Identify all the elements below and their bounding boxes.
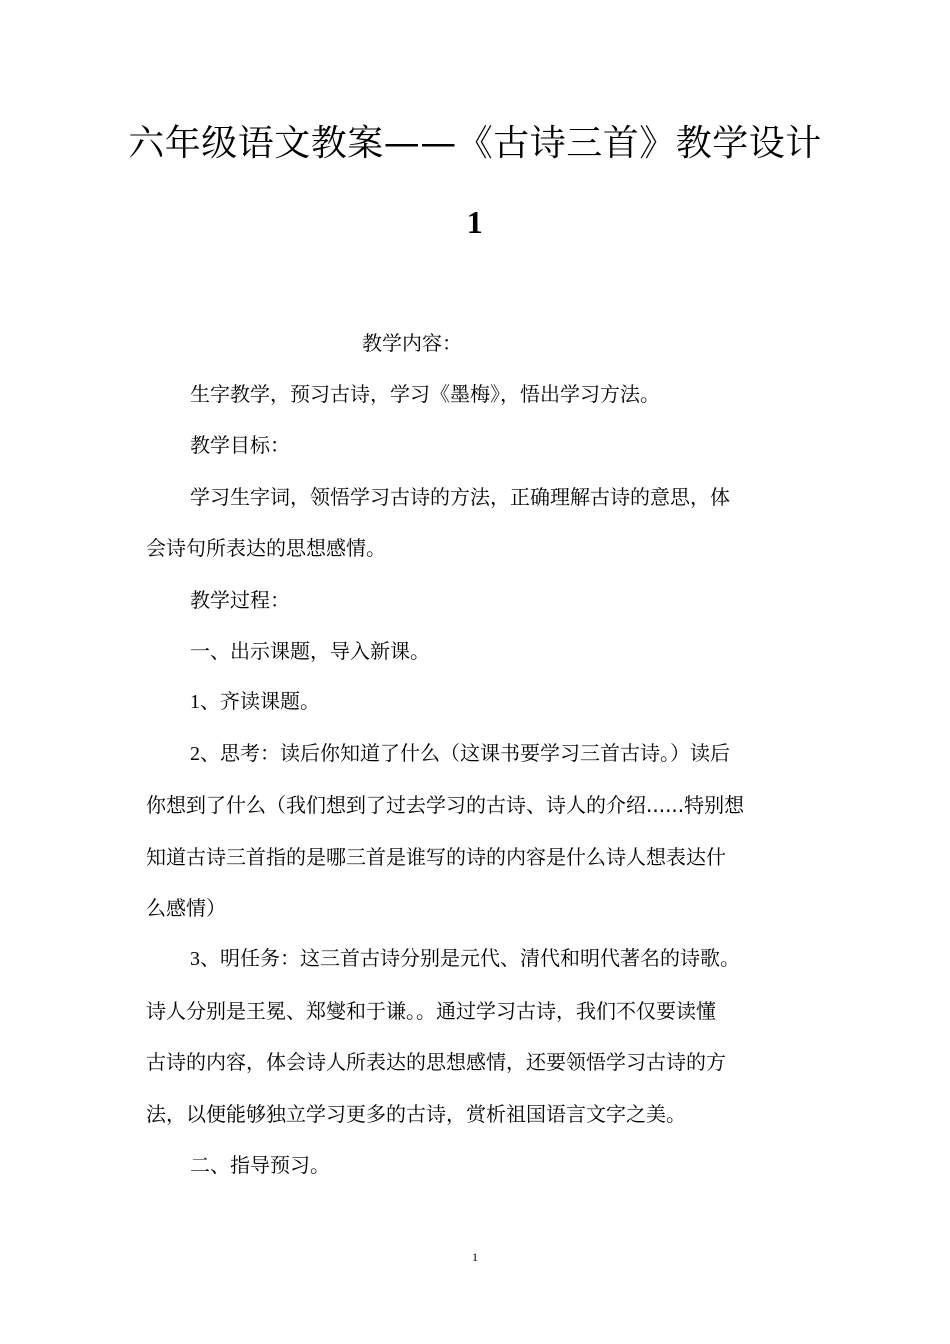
paragraph-line: 2、思考：读后你知道了什么（这课书要学习三首古诗。）读后 xyxy=(190,743,730,765)
document-title-number: 1 xyxy=(466,204,484,240)
paragraph-line: 一、出示课题，导入新课。 xyxy=(190,639,430,663)
paragraph-line: 会诗句所表达的思想感情。 xyxy=(146,536,386,560)
paragraph-line: 古诗的内容，体会诗人所表达的思想感情，还要领悟学习古诗的方 xyxy=(146,1050,726,1074)
section-heading-content: 教学内容： xyxy=(362,331,462,355)
section-heading-preview: 二、指导预习。 xyxy=(190,1153,330,1177)
document-title: 六年级语文教案——《古诗三首》教学设计 xyxy=(128,123,822,164)
paragraph-line: 么感情） xyxy=(146,896,226,920)
paragraph-line: 学习生字词，领悟学习古诗的方法，正确理解古诗的意思，体 xyxy=(190,485,730,509)
section-heading-process: 教学过程： xyxy=(190,588,290,612)
paragraph-line: 你想到了什么（我们想到了过去学习的古诗、诗人的介绍......特别想 xyxy=(146,793,745,817)
paragraph-line: 法，以便能够独立学习更多的古诗，赏析祖国语言文字之美。 xyxy=(146,1102,686,1126)
page-number: 1 xyxy=(472,1250,478,1264)
paragraph-line: 生字教学，预习古诗，学习《墨梅》，悟出学习方法。 xyxy=(190,382,660,406)
paragraph-line: 知道古诗三首指的是哪三首是谁写的诗的内容是什么诗人想表达什 xyxy=(146,845,726,869)
paragraph-line: 1、齐读课题。 xyxy=(190,691,320,713)
paragraph-line: 3、明任务：这三首古诗分别是元代、清代和明代著名的诗歌。 xyxy=(190,948,740,970)
paragraph-line: 诗人分别是王冕、郑燮和于谦。。通过学习古诗，我们不仅要读懂 xyxy=(146,999,716,1023)
section-heading-goals: 教学目标： xyxy=(190,433,290,457)
